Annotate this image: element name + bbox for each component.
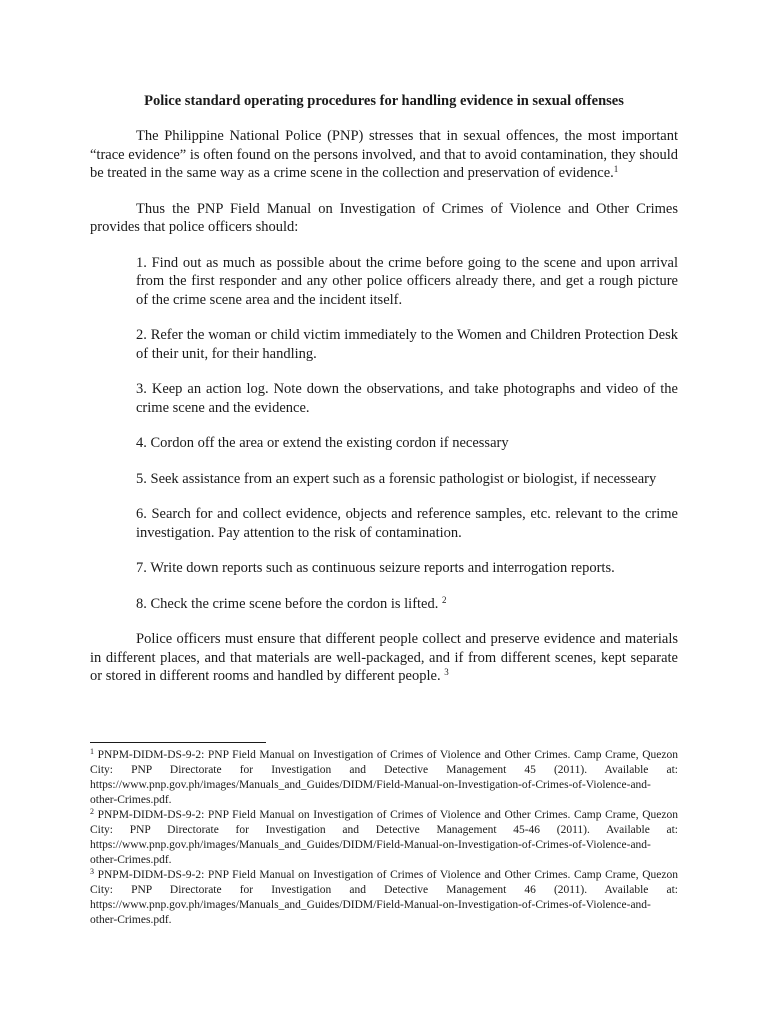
closing-paragraph xyxy=(90,630,678,686)
footnote-ref-1[interactable]: 1 xyxy=(613,164,619,174)
list-item: 3. Keep an action log. Note down the observations, and take photographs and video of the crime scene and the evidence. xyxy=(136,381,678,416)
intro-paragraph xyxy=(90,127,678,183)
list-item xyxy=(136,595,678,614)
footnote-number: 3 xyxy=(90,867,94,876)
page-title: Police standard operating procedures for handling evidence in sexual offenses xyxy=(144,93,624,109)
footnote-ref-2[interactable]: 2 xyxy=(442,594,447,605)
footnote-2 xyxy=(90,808,678,868)
procedure-list xyxy=(90,254,678,614)
manual-paragraph: Thus the PNP Field Manual on Investigation of Crimes of Violence and Other Crimes provides that police officers should: xyxy=(90,200,678,235)
closing-paragraph-text: Police officers must ensure that different people collect and preserve evidence and materials in different places, and that materials are well-packaged, and if from different scenes, kept separate or stored in different rooms and handled by different people. xyxy=(90,631,678,684)
list-item: 6. Search for and collect evidence, objects and reference samples, etc. relevant to the crime investigation. Pay attention to the risk of contamination. xyxy=(136,506,678,541)
footnote-number: 2 xyxy=(90,807,94,816)
list-item-text: 8. Check the crime scene before the cordon is lifted. xyxy=(136,595,442,612)
footnote-text: PNPM-DIDM-DS-9-2: PNP Field Manual on Investigation of Crimes of Violence and Other Crimes. Camp Crame, Quezon City: PNP Directorate for Investigation and Detective Management 46 (2011). Available at: https://www.pnp.gov.ph/images/Manuals_and_Guides/DIDM/Field-Manual-on-Investigation-of-Crimes-of-Violence-and-other-Crimes.pdf. xyxy=(90,869,678,926)
footnote-number: 1 xyxy=(90,747,94,756)
footnote-text: PNPM-DIDM-DS-9-2: PNP Field Manual on Investigation of Crimes of Violence and Other Crimes. Camp Crame, Quezon City: PNP Directorate for Investigation and Detective Management 45 (2011). Available at: https://www.pnp.gov.ph/images/Manuals_and_Guides/DIDM/Field-Manual-on-Investigation-of-Crimes-of-Violence-and-other-Crimes.pdf. xyxy=(90,749,678,806)
list-item: 7. Write down reports such as continuous seizure reports and interrogation reports. xyxy=(136,560,615,576)
list-item: 4. Cordon off the area or extend the existing cordon if necessary xyxy=(136,435,509,451)
list-item: 1. Find out as much as possible about the crime before going to the scene and upon arrival from the first responder and any other police officers already there, and get a rough picture of the crime scene area and the incident itself. xyxy=(136,254,678,308)
footnote-divider xyxy=(90,742,266,743)
footnote-1 xyxy=(90,748,678,808)
list-item: 5. Seek assistance from an expert such as a forensic pathologist or biologist, if necesseary xyxy=(136,470,657,487)
footnote-ref-3[interactable]: 3 xyxy=(444,667,449,677)
list-item: 2. Refer the woman or child victim immediately to the Women and Children Protection Desk of their unit, for their handling. xyxy=(136,327,678,362)
footnote-3 xyxy=(90,868,678,928)
footnote-text: PNPM-DIDM-DS-9-2: PNP Field Manual on Investigation of Crimes of Violence and Other Crimes. Camp Crame, Quezon City: PNP Directorate for Investigation and Detective Management 45-46 (2011). Available at: https://www.pnp.gov.ph/images/Manuals_and_Guides/DIDM/Field-Manual-on-Investigation-of-Crimes-of-Violence-and-other-Crimes.pdf. xyxy=(90,809,678,866)
document-body xyxy=(90,92,678,703)
intro-paragraph-text: The Philippine National Police (PNP) stresses that in sexual offences, the most important “trace evidence” is often found on the persons involved, and that to avoid contamination, they should be treated in the same way as a crime scene in the collection and preservation of evidence. xyxy=(90,128,678,181)
footnotes-section xyxy=(90,748,678,928)
